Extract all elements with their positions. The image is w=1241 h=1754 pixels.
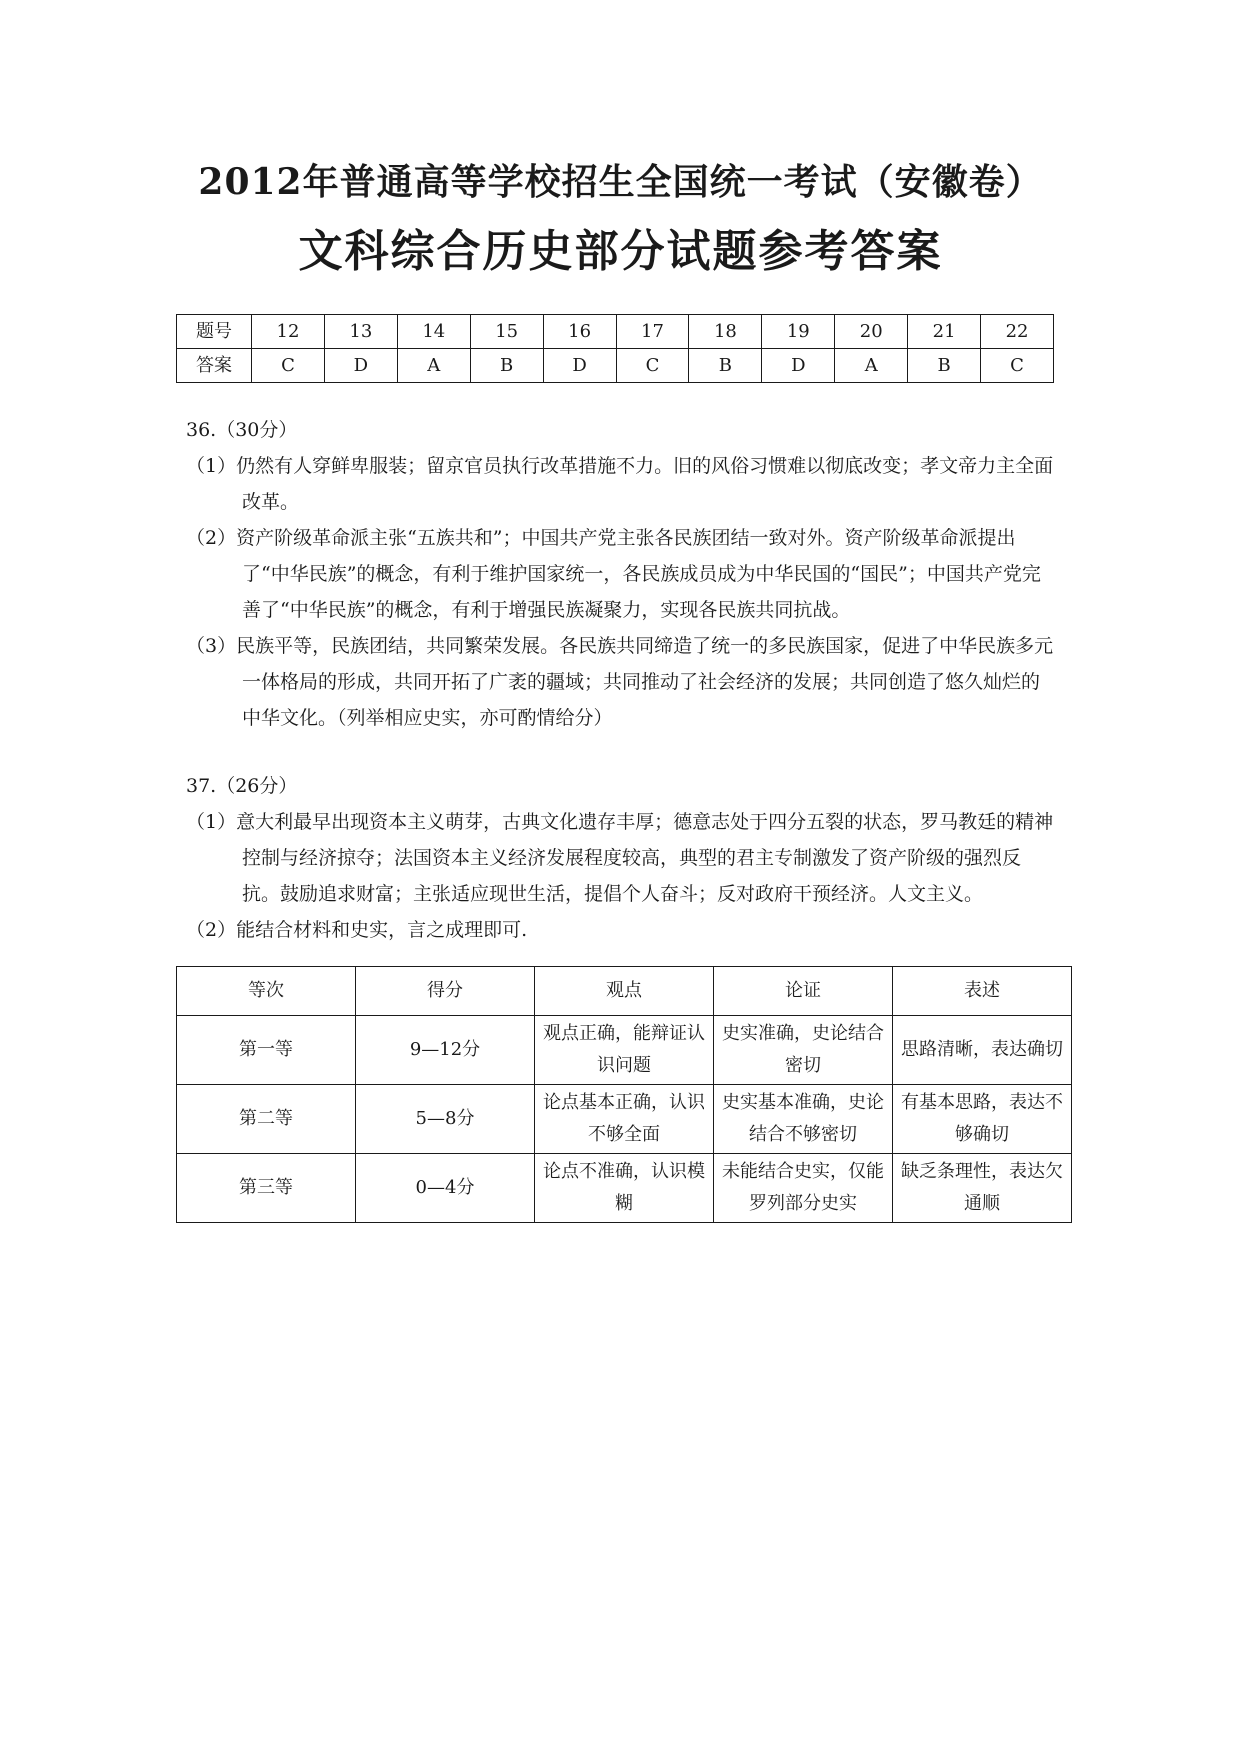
rubric-cell: 缺乏条理性，表达欠通顺 — [893, 1154, 1072, 1223]
document-title-line1: 2012年普通高等学校招生全国统一考试（安徽卷） — [198, 161, 1043, 203]
rubric-header-cell: 等次 — [177, 967, 356, 1016]
answer-cell: D — [762, 349, 835, 383]
question-36-answer-1: （1）仍然有人穿鲜卑服装；留京官员执行改革措施不力。旧的风俗习惯难以彻底改变；孝文帝力主全面改革。 — [186, 455, 1054, 513]
question-37-answer-2: （2）能结合材料和史实，言之成理即可. — [186, 919, 528, 941]
question-number-cell: 18 — [689, 315, 762, 349]
question-number-cell: 19 — [762, 315, 835, 349]
document-title-line2: 文科综合历史部分试题参考答案 — [298, 226, 943, 277]
rubric-cell: 史实基本准确，史论结合不够密切 — [714, 1085, 893, 1154]
answer-cell: D — [324, 349, 397, 383]
answer-cell: C — [981, 349, 1054, 383]
answer-key-table — [176, 314, 1054, 383]
rubric-cell: 思路清晰，表达确切 — [893, 1016, 1072, 1085]
rubric-cell: 第三等 — [177, 1154, 356, 1223]
question-number-cell: 17 — [616, 315, 689, 349]
answer-cell: B — [908, 349, 981, 383]
rubric-cell: 论点基本正确，认识不够全面 — [535, 1085, 714, 1154]
question-number-cell: 14 — [397, 315, 470, 349]
rubric-cell: 未能结合史实，仅能罗列部分史实 — [714, 1154, 893, 1223]
scoring-rubric-table — [176, 966, 1072, 1223]
rubric-cell: 5—8分 — [356, 1085, 535, 1154]
question-number-cell: 16 — [543, 315, 616, 349]
question-36-answer-3: （3）民族平等，民族团结，共同繁荣发展。各民族共同缔造了统一的多民族国家，促进了中华民族多元一体格局的形成，共同开拓了广袤的疆域；共同推动了社会经济的发展；共同创造了悠久灿烂的中华文化。（列举相应史实，亦可酌情给分） — [186, 635, 1054, 729]
answer-cell: A — [397, 349, 470, 383]
answer-cell: A — [835, 349, 908, 383]
rubric-cell: 有基本思路，表达不够确切 — [893, 1085, 1072, 1154]
rubric-cell: 观点正确，能辩证认识问题 — [535, 1016, 714, 1085]
answer-key-answer-label: 答案 — [177, 349, 252, 383]
question-37-section — [186, 768, 1056, 948]
question-37-title: 37.（26分） — [186, 775, 298, 797]
rubric-cell: 第一等 — [177, 1016, 356, 1085]
question-36-section — [186, 412, 1056, 736]
answer-cell: D — [543, 349, 616, 383]
question-number-cell: 12 — [252, 315, 325, 349]
answer-cell: C — [616, 349, 689, 383]
rubric-cell: 第二等 — [177, 1085, 356, 1154]
answer-key-number-row — [177, 315, 1054, 349]
rubric-header-cell: 观点 — [535, 967, 714, 1016]
answer-key-number-label: 题号 — [177, 315, 252, 349]
question-36-title: 36.（30分） — [186, 419, 298, 441]
rubric-header-row — [177, 967, 1072, 1016]
question-number-cell: 21 — [908, 315, 981, 349]
question-number-cell: 22 — [981, 315, 1054, 349]
rubric-cell: 0—4分 — [356, 1154, 535, 1223]
question-number-cell: 20 — [835, 315, 908, 349]
answer-cell: C — [252, 349, 325, 383]
question-36-answer-2: （2）资产阶级革命派主张“五族共和”；中国共产党主张各民族团结一致对外。资产阶级革命派提出了“中华民族”的概念，有利于维护国家统一，各民族成员成为中华民国的“国民”；中国共产党完善了“中华民族”的概念，有利于增强民族凝聚力，实现各民族共同抗战。 — [186, 527, 1041, 621]
answer-key-answer-row — [177, 349, 1054, 383]
rubric-cell: 论点不准确，认识模糊 — [535, 1154, 714, 1223]
question-number-cell: 13 — [324, 315, 397, 349]
rubric-row — [177, 1154, 1072, 1223]
rubric-cell: 史实准确，史论结合密切 — [714, 1016, 893, 1085]
rubric-row — [177, 1085, 1072, 1154]
rubric-row — [177, 1016, 1072, 1085]
question-number-cell: 15 — [470, 315, 543, 349]
answer-cell: B — [470, 349, 543, 383]
answer-cell: B — [689, 349, 762, 383]
question-37-answer-1: （1）意大利最早出现资本主义萌芽，古典文化遗存丰厚；德意志处于四分五裂的状态，罗马教廷的精神控制与经济掠夺；法国资本主义经济发展程度较高，典型的君主专制激发了资产阶级的强烈反抗。鼓励追求财富；主张适应现世生活，提倡个人奋斗；反对政府干预经济。人文主义。 — [186, 811, 1054, 905]
rubric-header-cell: 表述 — [893, 967, 1072, 1016]
rubric-header-cell: 论证 — [714, 967, 893, 1016]
rubric-header-cell: 得分 — [356, 967, 535, 1016]
rubric-cell: 9—12分 — [356, 1016, 535, 1085]
